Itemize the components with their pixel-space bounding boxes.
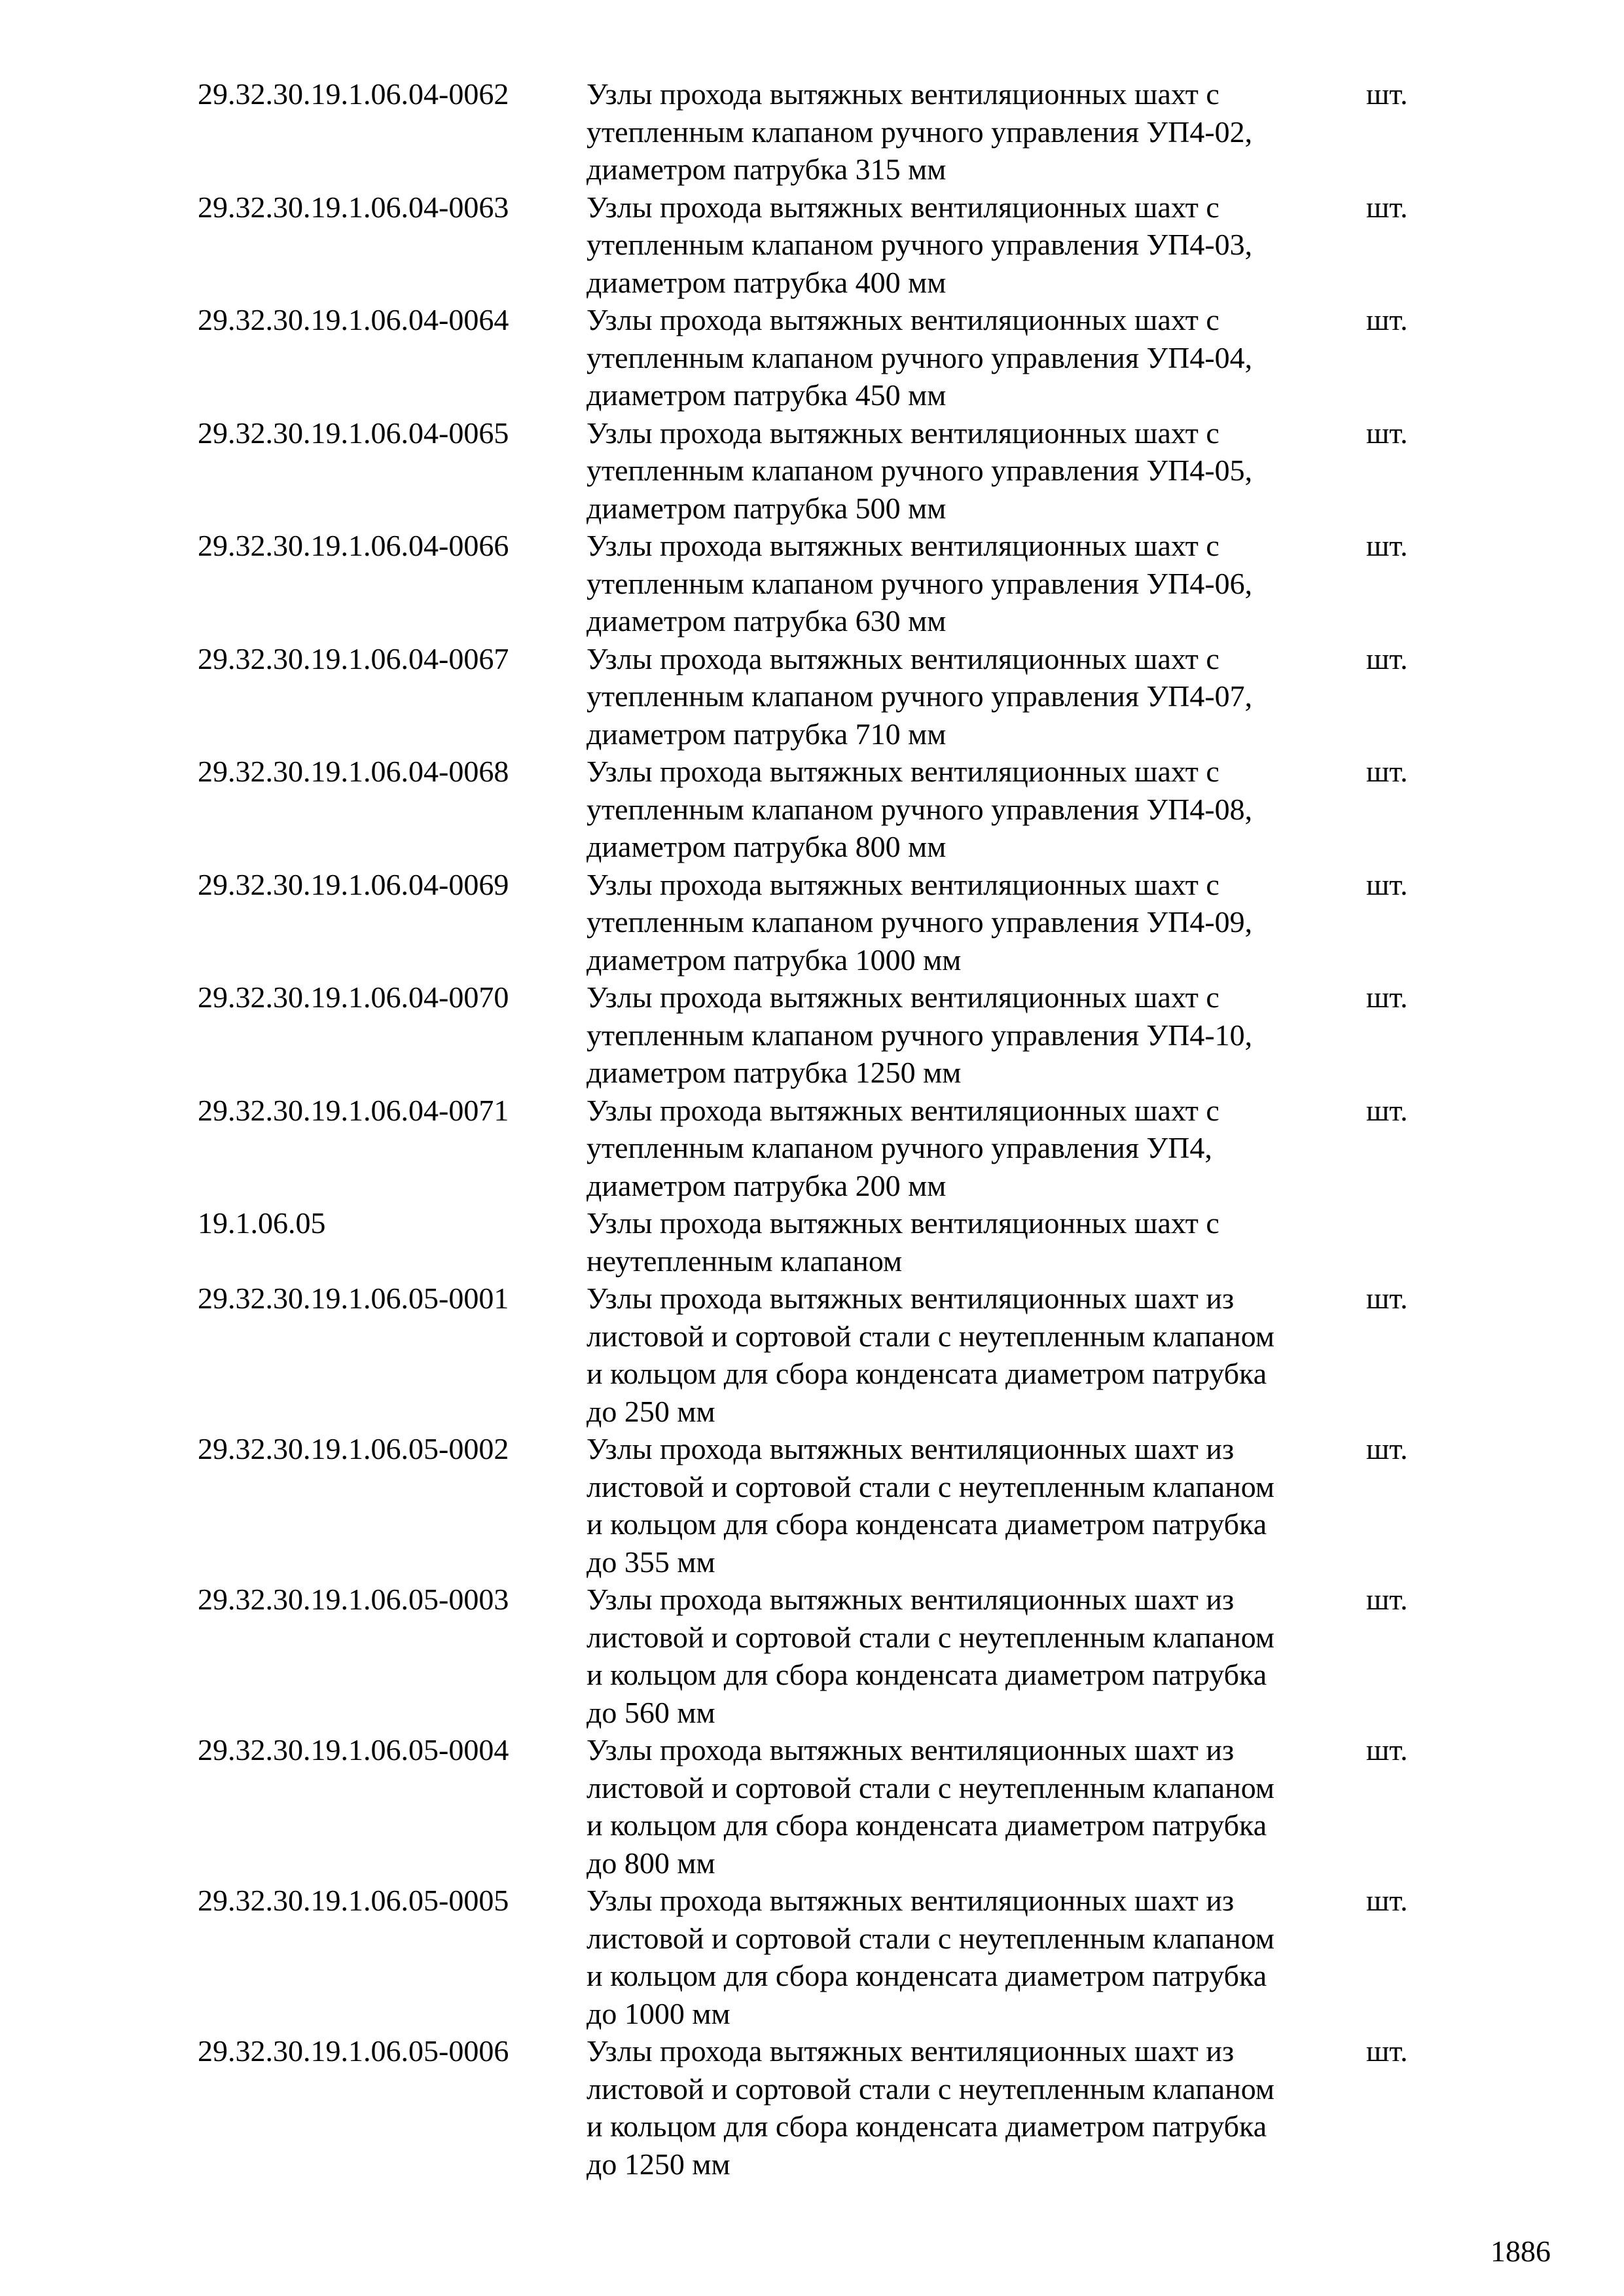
item-code: 29.32.30.19.1.06.05-0001: [198, 1282, 509, 1315]
item-description: [586, 640, 1366, 753]
table-row: [198, 414, 1441, 528]
item-code: 29.32.30.19.1.06.04-0066: [198, 529, 509, 562]
item-unit: шт.: [1366, 867, 1408, 901]
description-line: до 1000 мм: [586, 1996, 731, 2030]
item-unit: шт.: [1366, 77, 1408, 111]
item-unit: шт.: [1366, 1282, 1408, 1315]
description-line: диаметром патрубка 800 мм: [586, 830, 947, 863]
description-line: диаметром патрубка 200 мм: [586, 1168, 947, 1202]
item-code: 29.32.30.19.1.06.04-0067: [198, 641, 509, 675]
description-line: утепленным клапаном ручного управления УП4,: [586, 1131, 1212, 1164]
item-description: [586, 978, 1366, 1092]
item-code: 29.32.30.19.1.06.04-0069: [198, 867, 509, 901]
description-line: утепленным клапаном ручного управления УП4-09,: [586, 905, 1253, 939]
item-code: 29.32.30.19.1.06.05-0005: [198, 1884, 509, 1917]
description-line: и кольцом для сбора конденсата диаметром патрубка: [586, 1507, 1267, 1541]
description-line: утепленным клапаном ручного управления УП4-05,: [586, 454, 1253, 487]
description-line: и кольцом для сбора конденсата диаметром патрубка: [586, 1357, 1267, 1390]
table-row: [198, 75, 1441, 188]
table-row: [198, 1581, 1441, 1731]
table-row: [198, 527, 1441, 640]
description-line: листовой и сортовой стали с неутепленным клапаном: [586, 2072, 1274, 2106]
item-unit: шт.: [1366, 1583, 1408, 1616]
item-unit: шт.: [1366, 2034, 1408, 2068]
item-code: 29.32.30.19.1.06.04-0071: [198, 1093, 509, 1127]
item-description: [586, 753, 1366, 866]
description-line: Узлы прохода вытяжных вентиляционных шахт с: [586, 77, 1219, 111]
item-unit: шт.: [1366, 416, 1408, 450]
description-line: листовой и сортовой стали с неутепленным клапаном: [586, 1921, 1274, 1955]
item-description: [586, 75, 1366, 188]
item-unit: шт.: [1366, 529, 1408, 562]
table-row: [198, 1731, 1441, 1882]
page-number: 1886: [1490, 2234, 1551, 2268]
description-line: Узлы прохода вытяжных вентиляционных шахт с: [586, 980, 1219, 1014]
table-row: [198, 1204, 1441, 1280]
description-line: утепленным клапаном ручного управления УП4-07,: [586, 679, 1253, 713]
item-unit: шт.: [1366, 1432, 1408, 1465]
item-description: [586, 2032, 1366, 2183]
description-line: Узлы прохода вытяжных вентиляционных шахт с: [586, 416, 1219, 450]
item-description: [586, 1581, 1366, 1731]
description-line: Узлы прохода вытяжных вентиляционных шахт из: [586, 1432, 1235, 1465]
table-row: [198, 1882, 1441, 2032]
item-description: [586, 1430, 1366, 1581]
item-description: [586, 301, 1366, 414]
description-line: листовой и сортовой стали с неутепленным клапаном: [586, 1620, 1274, 1654]
description-line: до 560 мм: [586, 1695, 715, 1729]
description-line: диаметром патрубка 1000 мм: [586, 942, 962, 977]
description-line: Узлы прохода вытяжных вентиляционных шахт с: [586, 1206, 1219, 1240]
item-code: 29.32.30.19.1.06.04-0065: [198, 416, 509, 450]
description-line: утепленным клапаном ручного управления УП4-03,: [586, 228, 1253, 261]
item-code: 29.32.30.19.1.06.05-0003: [198, 1583, 509, 1616]
entries-table: [198, 75, 1441, 2183]
item-code: 29.32.30.19.1.06.05-0002: [198, 1432, 509, 1465]
table-row: [198, 1430, 1441, 1581]
description-line: Узлы прохода вытяжных вентиляционных шахт из: [586, 1884, 1235, 1917]
item-description: [586, 1204, 1366, 1280]
item-code: 29.32.30.19.1.06.04-0068: [198, 755, 509, 788]
description-line: и кольцом для сбора конденсата диаметром патрубка: [586, 1658, 1267, 1691]
description-line: Узлы прохода вытяжных вентиляционных шахт с: [586, 641, 1219, 675]
item-description: [586, 1731, 1366, 1882]
table-row: [198, 978, 1441, 1092]
item-unit: шт.: [1366, 1093, 1408, 1127]
item-unit: шт.: [1366, 980, 1408, 1014]
description-line: листовой и сортовой стали с неутепленным клапаном: [586, 1469, 1274, 1503]
description-line: до 250 мм: [586, 1394, 715, 1428]
description-line: до 1250 мм: [586, 2147, 731, 2181]
item-description: [586, 188, 1366, 302]
item-description: [586, 1882, 1366, 2032]
description-line: диаметром патрубка 710 мм: [586, 717, 947, 751]
description-line: диаметром патрубка 400 мм: [586, 265, 947, 299]
item-code: 19.1.06.05: [198, 1206, 326, 1240]
description-line: утепленным клапаном ручного управления УП4-02,: [586, 115, 1253, 149]
description-line: Узлы прохода вытяжных вентиляционных шахт из: [586, 1733, 1235, 1767]
item-code: 29.32.30.19.1.06.04-0064: [198, 303, 509, 336]
item-unit: шт.: [1366, 755, 1408, 788]
description-line: до 355 мм: [586, 1545, 715, 1579]
description-line: утепленным клапаном ручного управления УП4-06,: [586, 566, 1253, 600]
item-unit: шт.: [1366, 190, 1408, 224]
item-code: 29.32.30.19.1.06.04-0070: [198, 980, 509, 1014]
item-description: [586, 866, 1366, 979]
description-line: Узлы прохода вытяжных вентиляционных шахт из: [586, 2034, 1235, 2068]
item-description: [586, 1092, 1366, 1205]
description-line: неутепленным клапаном: [586, 1244, 903, 1278]
description-line: Узлы прохода вытяжных вентиляционных шахт с: [586, 190, 1219, 224]
description-line: и кольцом для сбора конденсата диаметром патрубка: [586, 1959, 1267, 1992]
description-line: листовой и сортовой стали с неутепленным клапаном: [586, 1770, 1274, 1804]
description-line: и кольцом для сбора конденсата диаметром патрубка: [586, 1808, 1267, 1842]
description-line: диаметром патрубка 450 мм: [586, 378, 947, 412]
item-unit: шт.: [1366, 1884, 1408, 1917]
description-line: до 800 мм: [586, 1846, 715, 1880]
table-row: [198, 188, 1441, 302]
description-line: диаметром патрубка 1250 мм: [586, 1056, 962, 1089]
item-code: 29.32.30.19.1.06.05-0004: [198, 1733, 509, 1767]
description-line: Узлы прохода вытяжных вентиляционных шахт из: [586, 1583, 1235, 1616]
table-row: [198, 1092, 1441, 1205]
description-line: утепленным клапаном ручного управления УП4-08,: [586, 792, 1253, 826]
item-code: 29.32.30.19.1.06.05-0006: [198, 2034, 509, 2068]
description-line: и кольцом для сбора конденсата диаметром патрубка: [586, 2109, 1267, 2143]
description-line: Узлы прохода вытяжных вентиляционных шахт из: [586, 1282, 1235, 1315]
description-line: утепленным клапаном ручного управления УП4-10,: [586, 1018, 1253, 1052]
item-description: [586, 414, 1366, 528]
item-description: [586, 1280, 1366, 1430]
description-line: утепленным клапаном ручного управления УП4-04,: [586, 340, 1253, 374]
description-line: Узлы прохода вытяжных вентиляционных шахт с: [586, 1093, 1219, 1127]
description-line: Узлы прохода вытяжных вентиляционных шахт с: [586, 529, 1219, 562]
item-code: 29.32.30.19.1.06.04-0062: [198, 77, 509, 111]
table-row: [198, 301, 1441, 414]
description-line: диаметром патрубка 315 мм: [586, 152, 947, 186]
description-line: диаметром патрубка 630 мм: [586, 604, 947, 637]
table-row: [198, 866, 1441, 979]
description-line: листовой и сортовой стали с неутепленным клапаном: [586, 1319, 1274, 1353]
item-unit: шт.: [1366, 641, 1408, 675]
item-code: 29.32.30.19.1.06.04-0063: [198, 190, 509, 224]
table-row: [198, 2032, 1441, 2183]
description-line: Узлы прохода вытяжных вентиляционных шахт с: [586, 867, 1219, 901]
table-row: [198, 640, 1441, 753]
table-row: [198, 753, 1441, 866]
table-row: [198, 1280, 1441, 1430]
description-line: Узлы прохода вытяжных вентиляционных шахт с: [586, 303, 1219, 336]
description-line: Узлы прохода вытяжных вентиляционных шахт с: [586, 755, 1219, 788]
item-unit: шт.: [1366, 303, 1408, 336]
item-unit: шт.: [1366, 1733, 1408, 1767]
item-description: [586, 527, 1366, 640]
description-line: диаметром патрубка 500 мм: [586, 491, 947, 525]
